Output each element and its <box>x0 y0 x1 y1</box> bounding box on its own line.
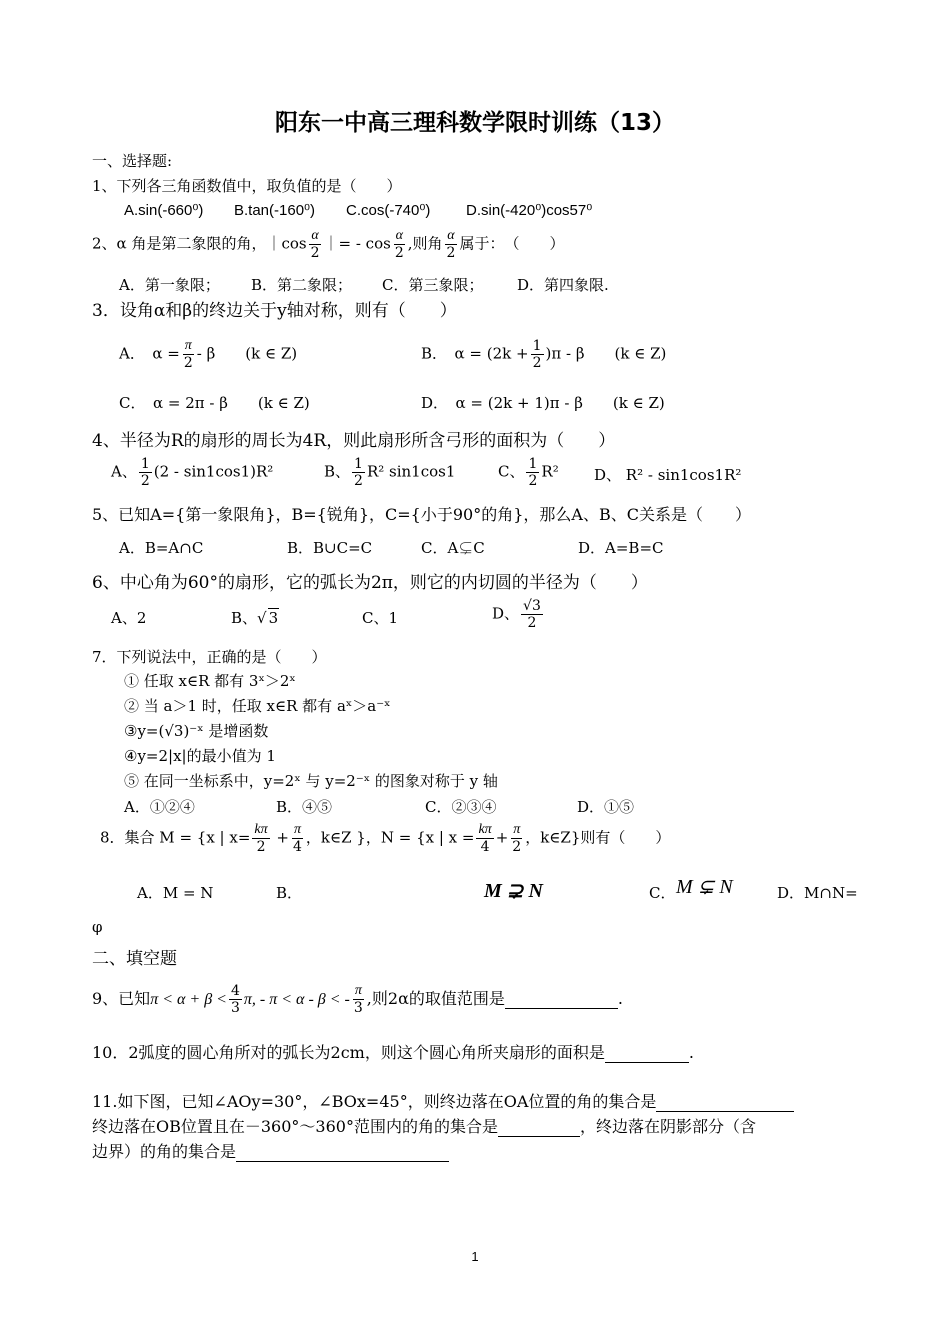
q8-option-b: B． <box>276 884 303 902</box>
q3-option-d: D． α = (2k + 1)π - β (k ∈ Z) <box>421 394 665 412</box>
q8-option-c-math: M ⊊ N <box>676 876 733 898</box>
page-title: 阳东一中高三理科数学限时训练（13） <box>274 110 675 136</box>
q11-answer-blank-3 <box>236 1142 449 1162</box>
section-choice-heading: 一、选择题: <box>92 152 173 170</box>
q8-fraction-3: $\frac{k\pi}{4}$ <box>478 822 492 855</box>
q7-option-d: D．①⑤ <box>577 798 635 816</box>
question-10: 10．2弧度的圆心角所对的弧长为2cm，则这个圆心角所夹扇形的面积是 . <box>92 1043 694 1062</box>
q8-option-b-math: M ⊋ N <box>484 880 543 902</box>
q6-option-a: A、2 <box>111 609 147 627</box>
q10-answer-blank <box>605 1043 689 1063</box>
q5-option-b: B．B∪C=C <box>287 539 373 557</box>
q4-option-b: B、 $\frac{1}{2}$ R² sin1cos1 <box>324 456 456 489</box>
q4-b-fraction: $\frac{1}{2}$ <box>354 456 363 489</box>
q2-stem-part1: 2、α 角是第二象限的角，｜cos <box>92 234 307 253</box>
q7-statement-5: ⑤ 在同一坐标系中，y=2ˣ 与 y=2⁻ˣ 的图象对称于 y 轴 <box>124 772 498 790</box>
q2-fraction-3: $\frac{\alpha}{2}$ <box>446 228 456 261</box>
q4-option-d: D、 R² - sin1cos1R² <box>594 466 742 484</box>
question-5-stem: 5、已知A={第一象限角}，B={锐角}，C={小于90°的角}，那么A、B、C关系是（ ） <box>92 505 751 524</box>
q7-option-a: A．①②④ <box>124 798 195 816</box>
question-6-stem: 6、中心角为60°的扇形，它的弧长为2π，则它的内切圆的半径为（ ） <box>92 573 648 593</box>
q7-statement-2: ② 当 a＞1 时，任取 x∈R 都有 aˣ＞a⁻ˣ <box>124 697 391 715</box>
question-3-stem: 3．设角α和β的终边关于y轴对称，则有（ ） <box>92 301 457 321</box>
q5-option-a: A．B=A∩C <box>119 539 204 557</box>
question-11-line-1: 11.如下图，已知∠AOy=30°，∠BOx=45°，则终边落在OA位置的角的集合是 <box>92 1089 794 1112</box>
q1-option-c: C.cos(-740⁰) <box>346 202 431 219</box>
q2-option-d: D．第四象限. <box>517 276 609 294</box>
q9-fraction-2: $\frac{\pi}{3}$ <box>353 983 363 1016</box>
question-8-stem: 8．集合 M = {x | x= $\frac{k\pi}{2}$ + $\frac{\pi}{4}$ ，k∈Z }，N = {x | x = $\frac{k\pi}{4}$ + $\frac{\pi}{2}$ ，k∈Z}则有（ ） <box>100 822 671 855</box>
q2-fraction-2: $\frac{\alpha}{2}$ <box>394 228 404 261</box>
q2-fraction-1: $\frac{\alpha}{2}$ <box>310 228 320 261</box>
q3-option-c: C． α = 2π - β (k ∈ Z) <box>119 394 310 412</box>
q4-c-fraction: $\frac{1}{2}$ <box>528 456 538 489</box>
question-11-line-3: 边界）的角的集合是 <box>92 1139 449 1162</box>
q5-option-c: C．A⊊C <box>421 539 485 557</box>
q4-option-c: C、 $\frac{1}{2}$ R² <box>498 456 559 489</box>
q6-option-d: D、 $\frac{√3}{2}$ <box>492 598 541 631</box>
q5-option-d: D．A=B=C <box>578 539 664 557</box>
q6-d-fraction: $\frac{√3}{2}$ <box>523 598 541 631</box>
q2-option-a: A．第一象限； <box>119 276 220 294</box>
q6-option-b: B、√ 3 <box>231 609 279 627</box>
question-2-stem <box>92 228 564 261</box>
section-fill-heading: 二、填空题 <box>92 949 177 969</box>
q8-fraction-1: $\frac{k\pi}{2}$ <box>254 822 268 855</box>
q2-option-c: C．第三象限； <box>382 276 484 294</box>
q9-fraction-1: $\frac{4}{3}$ <box>230 983 240 1016</box>
q7-statement-4: ④y=2|x|的最小值为 1 <box>124 747 276 765</box>
q11-answer-blank-1 <box>656 1092 794 1112</box>
q7-statement-3: ③y=(√3)⁻ˣ 是增函数 <box>124 722 269 740</box>
q8-option-d: D．M∩N= <box>777 884 858 902</box>
q2-stem-part2: ｜= - cos <box>323 234 391 253</box>
q1-option-d: D.sin(-420⁰)cos57⁰ <box>466 202 593 219</box>
q6-option-c: C、1 <box>362 609 399 627</box>
q8-option-d-continued: φ <box>92 918 103 936</box>
q3-b-fraction: $\frac{1}{2}$ <box>532 338 542 371</box>
q2-stem-part4: 属于： （ ） <box>459 234 565 253</box>
q8-fraction-2: $\frac{\pi}{4}$ <box>293 822 302 855</box>
question-1-stem: 1、下列各三角函数值中，取负值的是（ ） <box>92 177 402 195</box>
q4-a-fraction: $\frac{1}{2}$ <box>140 456 150 489</box>
q8-option-a: A．M = N <box>137 884 214 902</box>
question-7-stem: 7．下列说法中，正确的是（ ） <box>92 648 327 666</box>
q3-a-fraction: $\frac{\pi}{2}$ <box>183 338 193 371</box>
q4-option-a: A、 $\frac{1}{2}$ (2 - sin1cos1)R² <box>111 456 274 489</box>
q3-option-b: B． α = (2k + $\frac{1}{2}$ )π - β (k ∈ Z) <box>421 338 667 371</box>
question-9: 9、已知π < α + β < $\frac{4}{3}$ π, - π < α - β < - $\frac{\pi}{3}$ ,则2α的取值范围是 . <box>92 983 623 1016</box>
q8-fraction-4: $\frac{\pi}{2}$ <box>512 822 522 855</box>
q8-option-c: C． <box>649 884 676 902</box>
q7-option-b: B．④⑤ <box>276 798 333 816</box>
q9-answer-blank <box>505 989 618 1009</box>
q7-statement-1: ① 任取 x∈R 都有 3ˣ＞2ˣ <box>124 672 296 690</box>
q2-stem-part3: ,则角 <box>407 234 443 253</box>
q1-option-a: A.sin(-660⁰) <box>124 202 204 219</box>
page-number: 1 <box>471 1249 479 1264</box>
q2-option-b: B．第二象限； <box>251 276 353 294</box>
question-4-stem: 4、半径为R的扇形的周长为4R，则此扇形所含弓形的面积为（ ） <box>92 431 616 451</box>
question-11-line-2: 终边落在OB位置且在－360°～360°范围内的角的集合是 ，终边落在阴影部分（含 <box>92 1117 756 1136</box>
q3-option-a: A． α = $\frac{\pi}{2}$ - β (k ∈ Z) <box>119 338 298 371</box>
q1-option-b: B.tan(-160⁰) <box>234 202 316 219</box>
q7-option-c: C．②③④ <box>425 798 497 816</box>
q11-answer-blank-2 <box>498 1117 580 1137</box>
